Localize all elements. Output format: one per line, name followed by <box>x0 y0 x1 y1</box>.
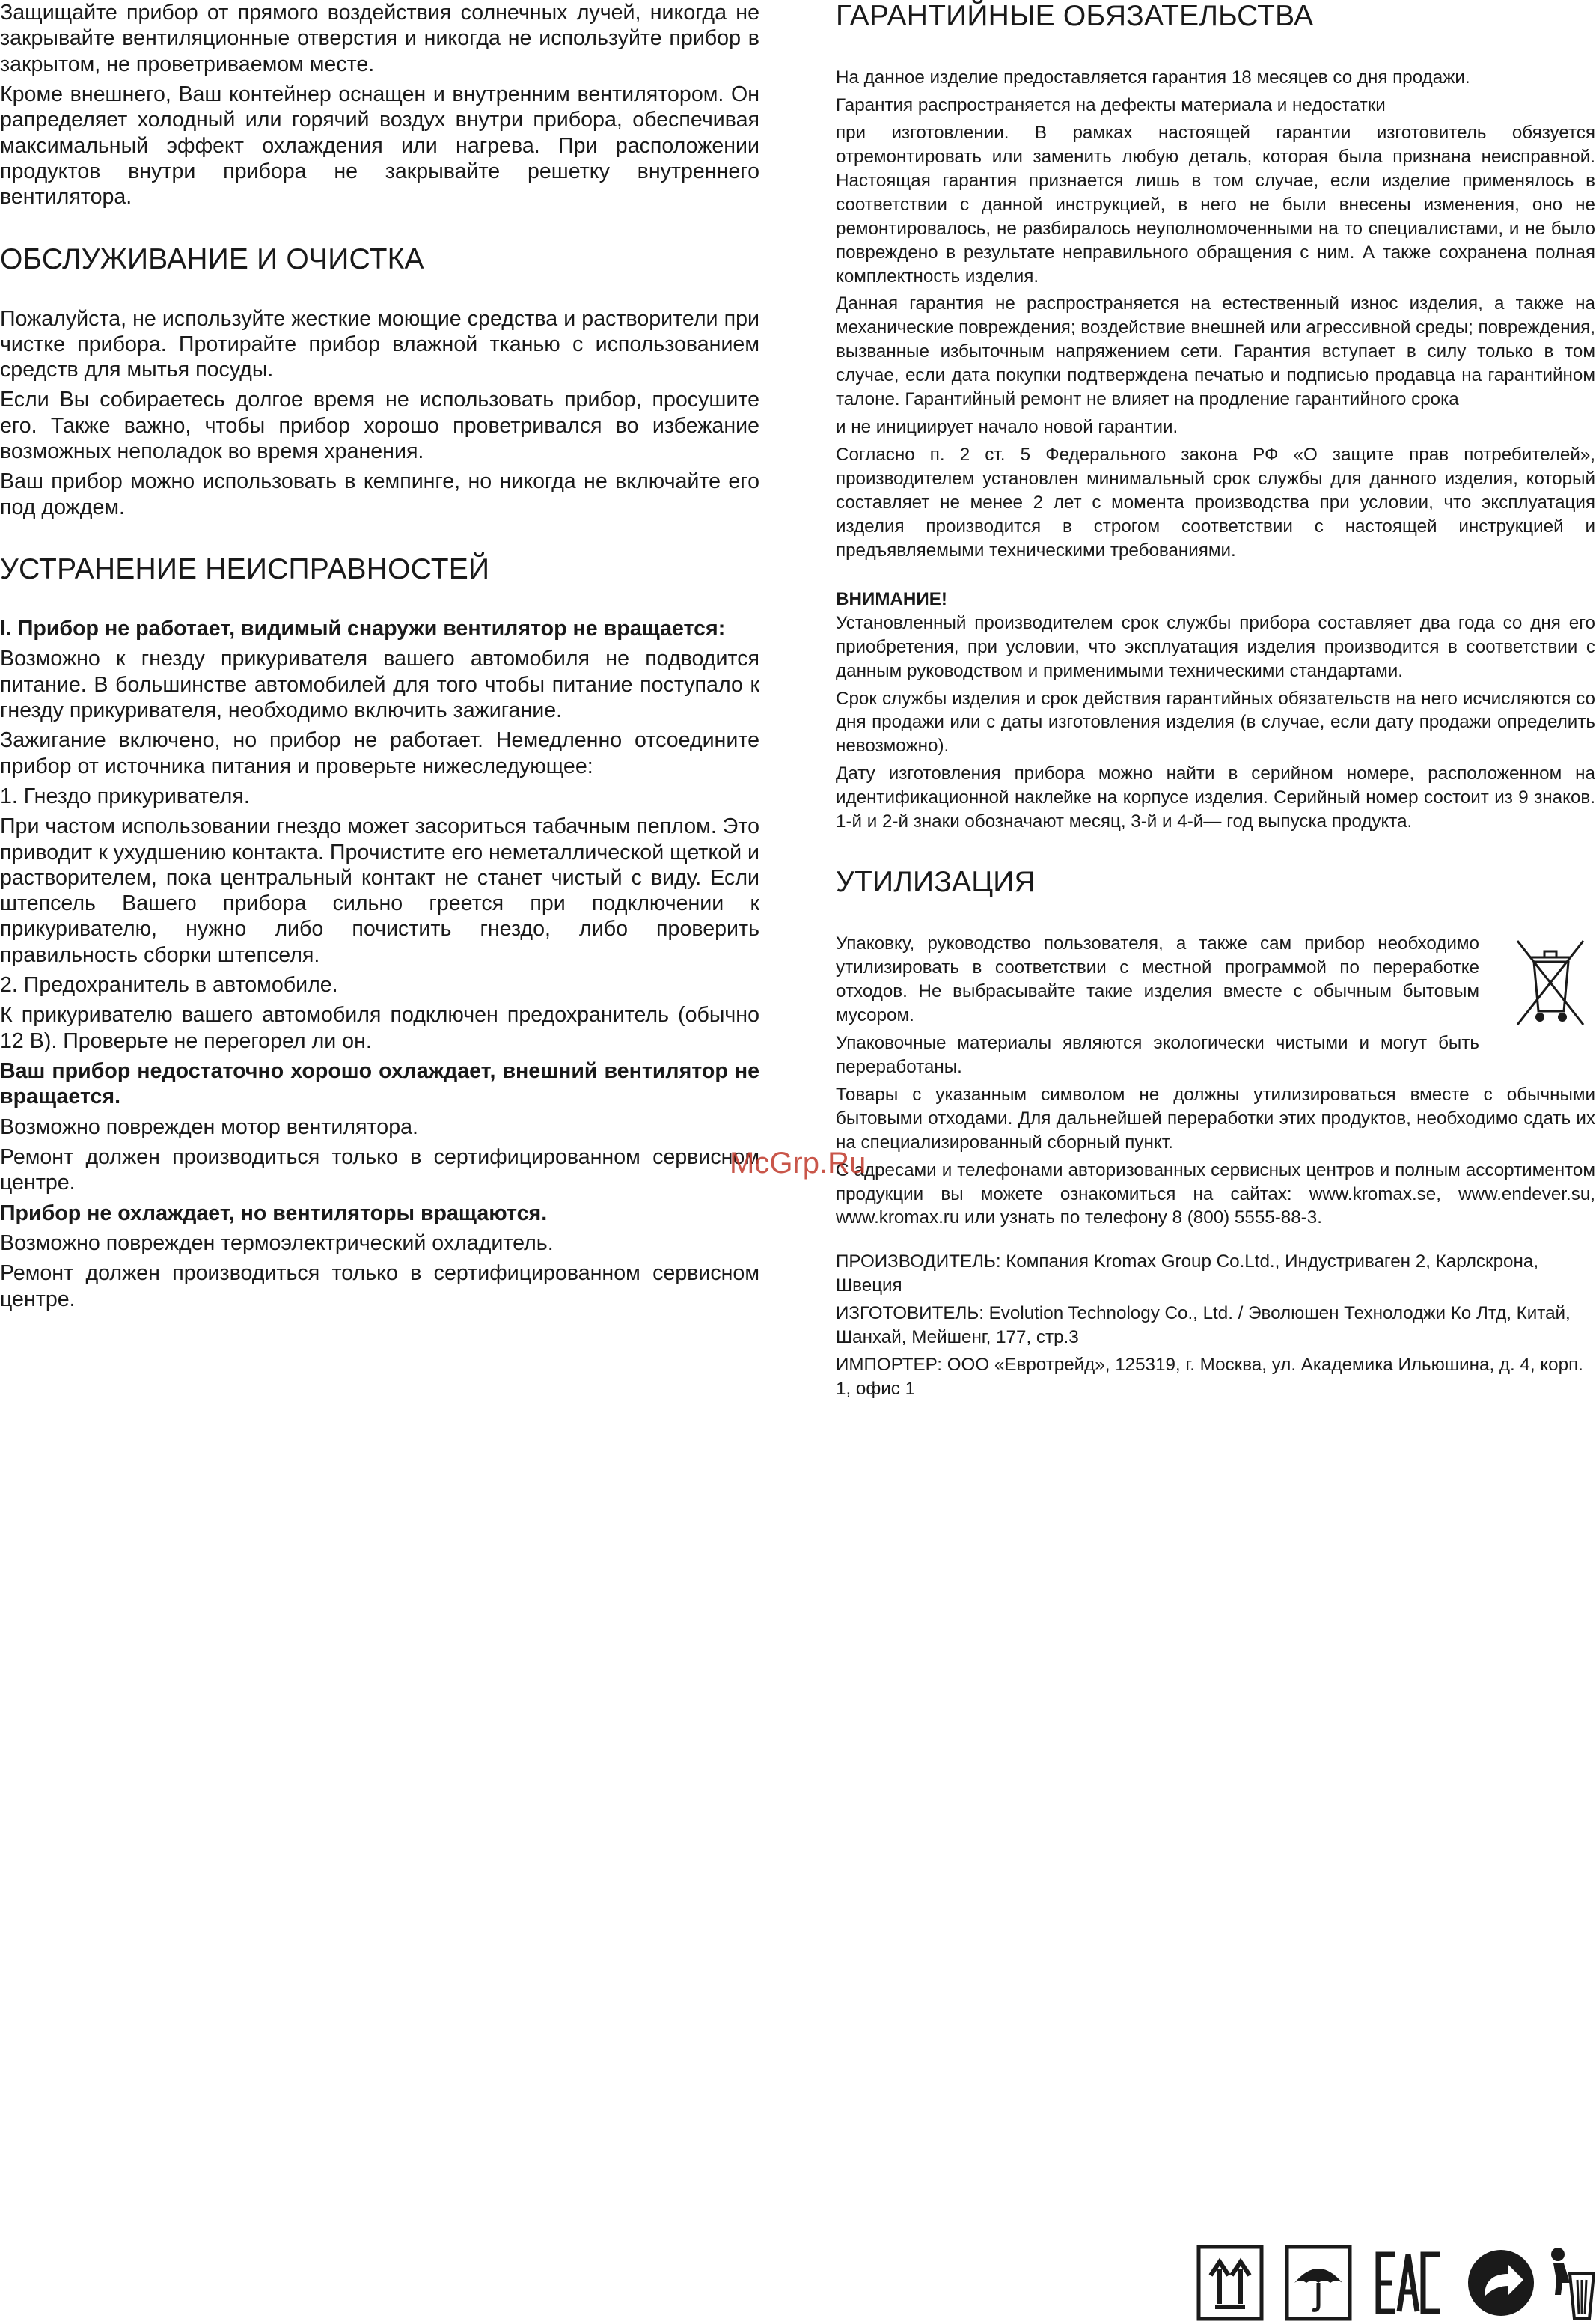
recyclable-icon <box>1465 2244 1537 2322</box>
paragraph: Кроме внешнего, Ваш контейнер оснащен и внутренним вентилятором. Он рапределяет холодный или горячий воздух внутри прибора, обеспечивая максимальный эффект охлаждения или нагрева. При расположении продуктов внутри прибора не закрывайте решетку внутреннего вентилятора. <box>0 82 759 210</box>
section-heading-service: ОБСЛУЖИВАНИЕ И ОЧИСТКА <box>0 243 424 275</box>
paragraph: 1. Гнездо прикуривателя. <box>0 784 250 808</box>
watermark: McGrp.Ru <box>730 1147 866 1180</box>
paragraph: Упаковку, руководство пользователя, а также сам прибор необходимо утилизировать в соответствии с местной программой по переработке отходов. Не выбрасывайте такие изделия вместе с обычным бытовым мусором. <box>836 933 1479 1025</box>
paragraph: Если Вы собираетесь долгое время не использовать прибор, просушите его. Также важно, чтобы прибор хорошо проветривался во избежание возможных неполадок во время хранения. <box>0 388 759 464</box>
bold-subheading: I. Прибор не работает, видимый снаружи вентилятор не вращается: <box>0 617 726 641</box>
paragraph: Согласно п. 2 ст. 5 Федерального закона РФ «О защите прав потребителей», производителем установлен минимальный срок службы для данного изделия, который составляет не менее 2 лет с момента производства при условии, что эксплуатация изделия производится в строгом соответствии с настоящей инструкцией и предъявляемыми техническими требованиями. <box>836 445 1595 561</box>
paragraph: При частом использовании гнездо может засориться табачным пеплом. Это приводит к ухудшению контакта. Прочистите его неметаллической щеткой и растворителем, пока центральный контакт не станет чистый с виду. Если штепсель Вашего прибора сильно греется при подключении к прикуривателю, нужно либо почистить гнездо, либо проверить правильность сборки штепселя. <box>0 814 759 967</box>
paragraph: Упаковочные материалы являются экологически чистыми и могут быть переработаны. <box>836 1032 1479 1077</box>
right-column <box>836 0 1595 1405</box>
footer-icons <box>1196 2244 1596 2322</box>
paragraph: Зажигание включено, но прибор не работает. Немедленно отсоедините прибор от источника питания и проверьте нижеследующее: <box>0 728 759 778</box>
attention-heading: ВНИМАНИЕ! <box>836 588 947 609</box>
bold-subheading: Прибор не охлаждает, но вентиляторы вращаются. <box>0 1201 548 1225</box>
paragraph: Возможно поврежден термоэлектрический охладитель. <box>0 1230 554 1255</box>
paragraph: Возможно к гнезду прикуривателя вашего автомобиля не подводится питание. В большинстве автомобилей для того чтобы питание поступало к гнезду прикуривателя, необходимо включить зажигание. <box>0 647 759 722</box>
disposal-block <box>836 932 1595 1079</box>
producer-info: ПРОИЗВОДИТЕЛЬ: Компания Kromax Group Co.Ltd., Индустриваген 2, Карлскрона, Швеция <box>836 1251 1539 1296</box>
this-way-up-icon <box>1196 2244 1265 2322</box>
paragraph: и не инициирует начало новой гарантии. <box>836 417 1178 438</box>
section-heading-troubleshooting: УСТРАНЕНИЕ НЕИСПРАВНОСТЕЙ <box>0 553 490 585</box>
paragraph: Ваш прибор можно использовать в кемпинге, но никогда не включайте его под дождем. <box>0 469 759 519</box>
paragraph: Данная гарантия не распространяется на естественный износ изделия, а также на механические повреждения; воздействие внешней или агрессивной среды; повреждения, вызванные избыточным напряжением сети. Гарантия вступает в силу только в том случае, если дата покупки подтверждена печатью и подписью продавца на гарантийном талоне. Гарантийный ремонт не влияет на продление гарантийного срока <box>836 293 1595 410</box>
paragraph: Дату изготовления прибора можно найти в серийном номере, расположенном на идентификационной наклейке на корпусе изделия. Серийный номер состоит из 9 знаков. 1-й и 2-й знаки обозначают месяц, 3-й и 4-й— год выпуска продукта. <box>836 763 1595 832</box>
manufacturer-info: ИЗГОТОВИТЕЛЬ: Evolution Technology Co., Ltd. / Эволюшен Технолоджи Ко Лтд, Китай, Шанхай, Мейшенг, 177, стр.3 <box>836 1303 1571 1348</box>
paragraph: Товары с указанным символом не должны утилизироваться вместе с обычными бытовыми отходами. Для дальнейшей переработки этих продуктов, необходимо сдать их на специализированный сборный пункт. <box>836 1084 1595 1153</box>
paragraph: К прикуривателю вашего автомобиля подключен предохранитель (обычно 12 В). Проверьте не перегорел ли он. <box>0 1003 759 1053</box>
importer-info: ИМПОРТЕР: ООО «Евротрейд», 125319, г. Москва, ул. Академика Ильюшина, д. 4, корп. 1, офис 1 <box>836 1355 1583 1400</box>
paragraph: Пожалуйста, не используйте жесткие моющие средства и растворители при чистке прибора. Протирайте прибор влажной тканью с использованием средств для мытья посуды. <box>0 306 759 382</box>
paragraph: Установленный производителем срок службы прибора составляет два года со дня его приобретения, при условии, что эксплуатация изделия производится в соответствии с данным руководством и применимыми техническими стандартами. <box>836 612 1595 681</box>
keep-dry-icon <box>1284 2244 1353 2322</box>
crossed-out-bin-icon <box>1511 936 1589 1032</box>
section-heading-disposal: УТИЛИЗАЦИЯ <box>836 866 1036 899</box>
paragraph: Ремонт должен производиться только в сертифицированном сервисном центре. <box>0 1261 759 1311</box>
paragraph: Ремонт должен производиться только в сертифицированном сервисном центре. <box>0 1144 759 1195</box>
paragraph: На данное изделие предоставляется гарантия 18 месяцев со дня продажи. <box>836 67 1470 88</box>
paragraph: Срок службы изделия и срок действия гарантийных обязательств на него исчисляются со дня продажи или с даты изготовления изделия (в случае, если дату продажи определить невозможно). <box>836 688 1595 757</box>
paragraph: Защищайте прибор от прямого воздействия солнечных лучей, никогда не закрывайте вентиляционные отверстия и никогда не используйте прибор в закрытом, не проветриваемом месте. <box>0 1 759 76</box>
left-column <box>0 0 759 1317</box>
eac-mark-icon <box>1374 2244 1444 2322</box>
paragraph: Возможно поврежден мотор вентилятора. <box>0 1114 418 1139</box>
section-heading-warranty: ГАРАНТИЙНЫЕ ОБЯЗАТЕЛЬСТВА <box>836 0 1314 32</box>
tidy-man-icon <box>1547 2244 1595 2322</box>
paragraph: Гарантия распространяется на дефекты материала и недостатки <box>836 94 1386 115</box>
paragraph: 2. Предохранитель в автомобиле. <box>0 973 338 998</box>
bold-subheading: Ваш прибор недостаточно хорошо охлаждает, внешний вентилятор не вращается. <box>0 1059 759 1109</box>
paragraph: С адресами и телефонами авторизованных сервисных центров и полным ассортиментом продукции вы можете ознакомиться на сайтах: www.kromax.se, www.endever.su, www.kromax.ru или узнать по телефону 8 (800) 5555-88-3. <box>836 1159 1595 1228</box>
paragraph: при изготовлении. В рамках настоящей гарантии изготовитель обязуется отремонтировать или заменить любую деталь, которая была признана неисправной. Настоящая гарантия признается лишь в том случае, если изделие применялось в соответствии с данной инструкцией, в него не были внесены изменения, оно не ремонтировалось, не разбиралось неуполномоченными на то специалистами, и не было повреждено в результате неправильного обращения с ним. А также сохранена полная комплектность изделия. <box>836 122 1595 287</box>
